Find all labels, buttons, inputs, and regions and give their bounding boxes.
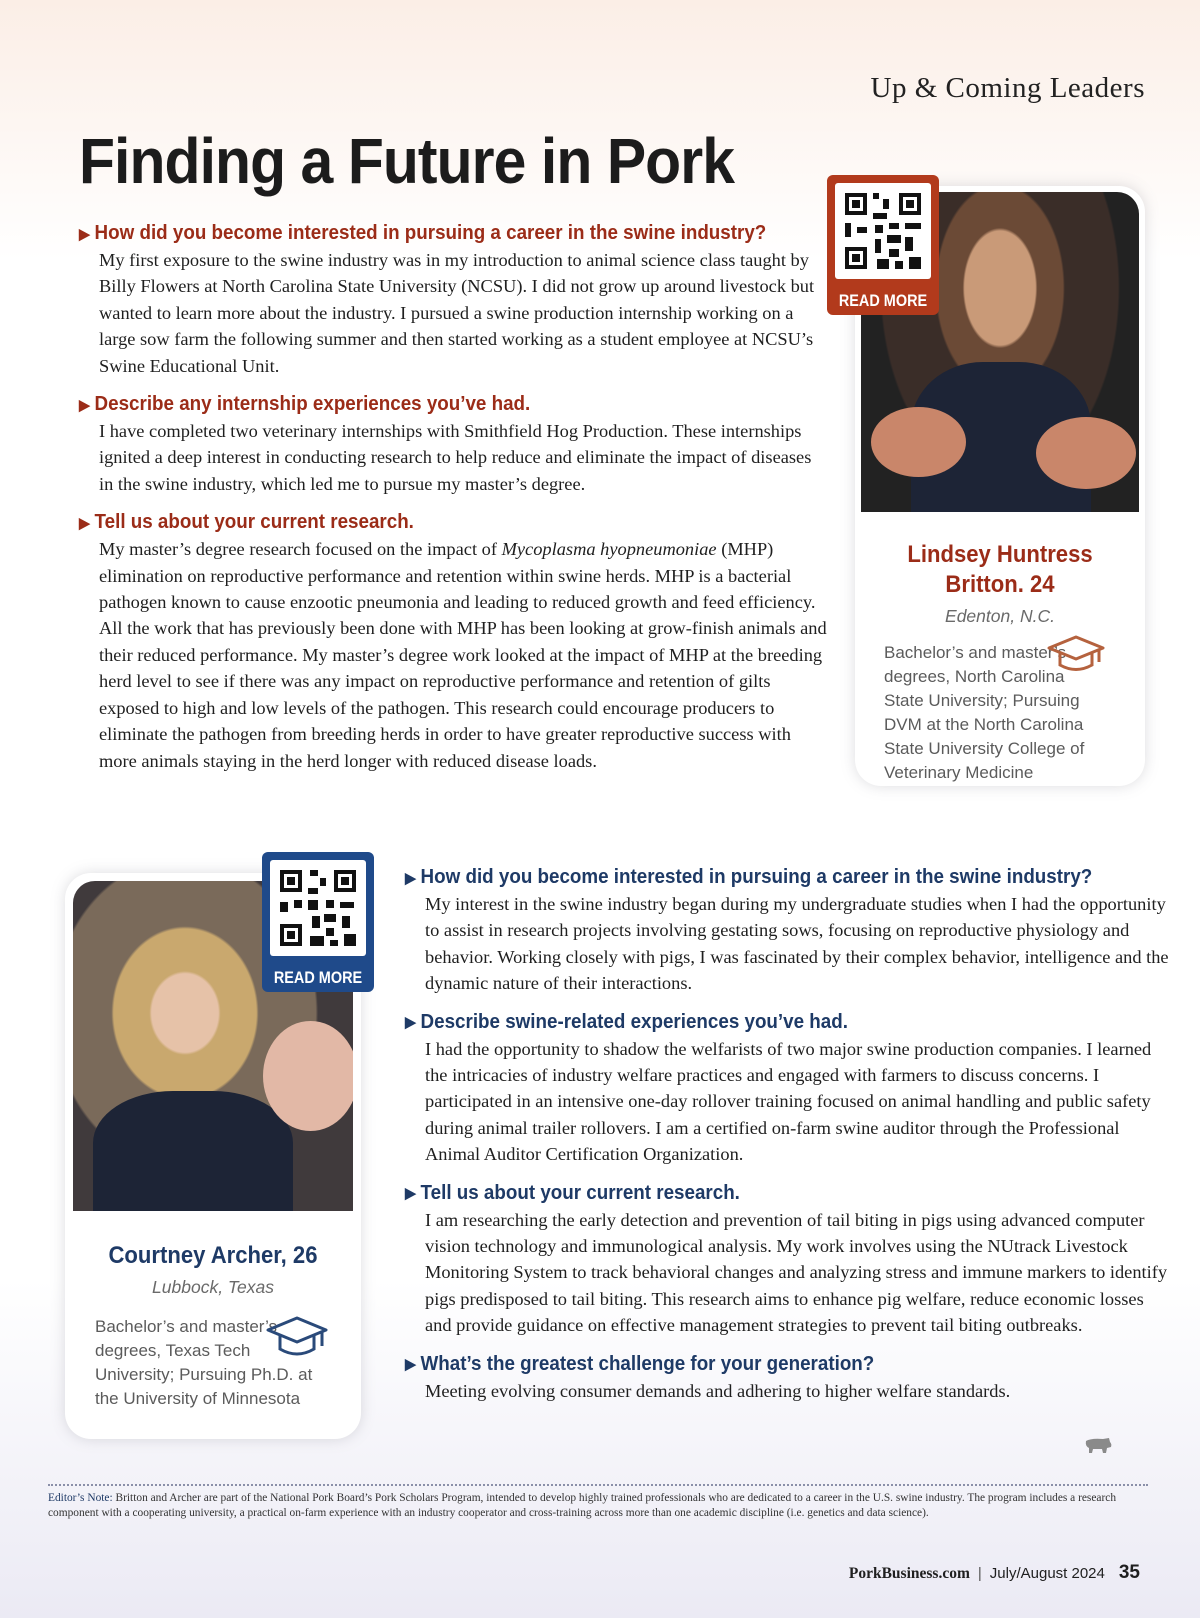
question-heading [405,866,1124,889]
photo-detail [1036,417,1136,489]
question-heading [79,511,784,534]
editors-note [48,1491,1158,1521]
answer-text [99,536,829,774]
question-heading [79,393,784,416]
footer-separator: | [977,1565,982,1582]
question-heading [405,1353,1124,1376]
person-education: Bachelor’s and master’s degrees, North Carolina State University; Pursuing DVM at the North Carolina State University College of Veterinary Medicine [884,643,1085,782]
qa-item [405,866,1170,997]
answer-text: I have completed two veterinary internships with Smithfield Hog Production. These internships ignited a deep interest in conducting research to help reduce and eliminate the impact of diseases in the swine industry, which led me to pursue my master’s degree. [99,421,812,494]
answer-text: I had the opportunity to shadow the welfarists of two major swine production companies. I learned the intricacies of industry welfare practices and engaged with farmers to discuss concerns. I participated in an intensive one-day rollover training focused on animal handling and public safety during animal trailer rollovers. I am a certified on-farm swine auditor through the Professional Animal Auditor Certification Organization. [425,1038,1152,1165]
qa-item [79,222,829,379]
question-text: How did you become interested in pursuing a career in the swine industry? [94,222,767,244]
qa-item [405,1010,1170,1168]
profile1-qa [79,222,829,788]
question-text: Describe swine-related experiences you’ve had. [420,1010,848,1033]
person-name: Britton. 24 [945,571,1055,598]
photo-detail [871,407,966,477]
photo-detail [263,1021,353,1131]
species-name: Mycoplasma hyopneumoniae [501,539,717,560]
page-footer [849,1562,1140,1584]
profile2-qa [405,866,1170,1418]
profile2-info [65,1241,361,1298]
footer-site: PorkBusiness.com [848,1565,970,1582]
person-name: Lindsey Huntress [907,541,1093,568]
profile1-info [855,540,1145,627]
qa-item [405,1181,1170,1339]
question-heading [405,1011,1124,1034]
qa-item [79,511,829,774]
answer-text: I am researching the early detection and prevention of tail biting in pigs using advanced computer vision technology and immunological analysis. My work involves using the NUtrack Livestock Monitoring System to track behavioral changes and analyzing stress and immune markers to identify pigs predisposed to tail biting. This research aims to enhance pig welfare, reduce economic losses and provide guidance on effective management strategies to prevent tail biting outbreaks. [425,1209,1168,1336]
play-arrow-icon: ▶ [405,1014,416,1032]
qr-code-icon [835,183,931,279]
person-location: Lubbock, Texas [152,1277,274,1297]
editors-note-text: Britton and Archer are part of the National Pork Board’s Pork Scholars Program, intended to develop highly trained professionals who are dedicated to a career in the U.S. swine industry. The program includes a research component with a cooperating university, a practical on-farm experience with an industry cooperator and cross-training across more than one academic discipline (i.e. genetics and data science). [48,1492,1117,1519]
read-more-qr-button[interactable] [827,175,939,315]
qr-code-icon [270,860,366,956]
question-text: Describe any internship experiences you’ve had. [94,393,531,416]
question-text: Tell us about your current research. [94,511,414,534]
answer-text: My interest in the swine industry began during my undergraduate studies when I had the opportunity to assist in research projects involving gestating sows, focusing on reproductive physiology and behavior. Working closely with pigs, I was fascinated by their complex behavior, intelligence and the dynamic nature of their interactions. [425,894,1169,994]
answer-text-part: My master’s degree research focused on the impact of [99,539,502,560]
read-more-qr-button[interactable] [262,852,374,992]
person-name: Courtney Archer, 26 [108,1242,318,1269]
play-arrow-icon: ▶ [79,514,90,532]
footer-divider [48,1484,1148,1486]
question-text: What’s the greatest challenge for your generation? [420,1352,875,1375]
play-arrow-icon: ▶ [79,396,90,414]
play-arrow-icon: ▶ [405,869,416,887]
graduation-cap-icon [265,1315,329,1361]
person-education: Bachelor’s and master’s degrees, Texas Tech University; Pursuing Ph.D. at the University of Minnesota [95,1317,313,1408]
answer-text: My first exposure to the swine industry was in my introduction to animal science class taught by Billy Flowers at North Carolina State University (NCSU). I did not grow up around livestock but wanted to learn more about the industry. I pursued a swine production internship working on a large sow farm the following summer and then started working as a student employee at NCSU’s Swine Educational Unit. [99,250,815,376]
pig-icon [1083,1435,1113,1455]
question-text: Tell us about your current research. [420,1181,740,1204]
read-more-label: READ MORE [273,968,363,987]
play-arrow-icon: ▶ [405,1356,416,1374]
qa-item [405,1352,1170,1404]
editors-note-lead: Editor’s Note: [48,1492,113,1504]
person-location: Edenton, N.C. [945,606,1055,626]
photo-detail [93,1091,293,1211]
page-number: 35 [1118,1562,1140,1583]
answer-text-part: (MHP) elimination on reproductive performance and retention within swine herds. MHP is a bacterial pathogen known to cause enzootic pneumonia and leading to reduced growth and feed efficiency. All the work that has previously been done with MHP has been looking at grow-finish animals and their reduced performance. My master’s degree work looked at the impact of MHP at the breeding herd level to see if there was any impact on reproductive performance and retention of gilts exposed to high and low levels of the pathogen. This research could encourage producers to eliminate the pathogen from breeding herds in order to have greater reproductive success with more animals staying in the herd longer with reduced disease loads. [99,539,827,771]
page-title: Finding a Future in Pork [79,125,735,197]
question-heading [405,1182,1124,1205]
play-arrow-icon: ▶ [405,1185,416,1203]
play-arrow-icon: ▶ [79,225,90,243]
section-label: Up & Coming Leaders [870,72,1145,104]
question-heading [79,222,784,245]
answer-text: Meeting evolving consumer demands and adhering to higher welfare standards. [425,1380,1011,1401]
read-more-label: READ MORE [838,291,928,310]
footer-issue: July/August 2024 [989,1565,1105,1582]
graduation-cap-icon [1047,634,1105,674]
question-text: How did you become interested in pursuing a career in the swine industry? [420,866,1093,888]
qa-item [79,393,829,497]
